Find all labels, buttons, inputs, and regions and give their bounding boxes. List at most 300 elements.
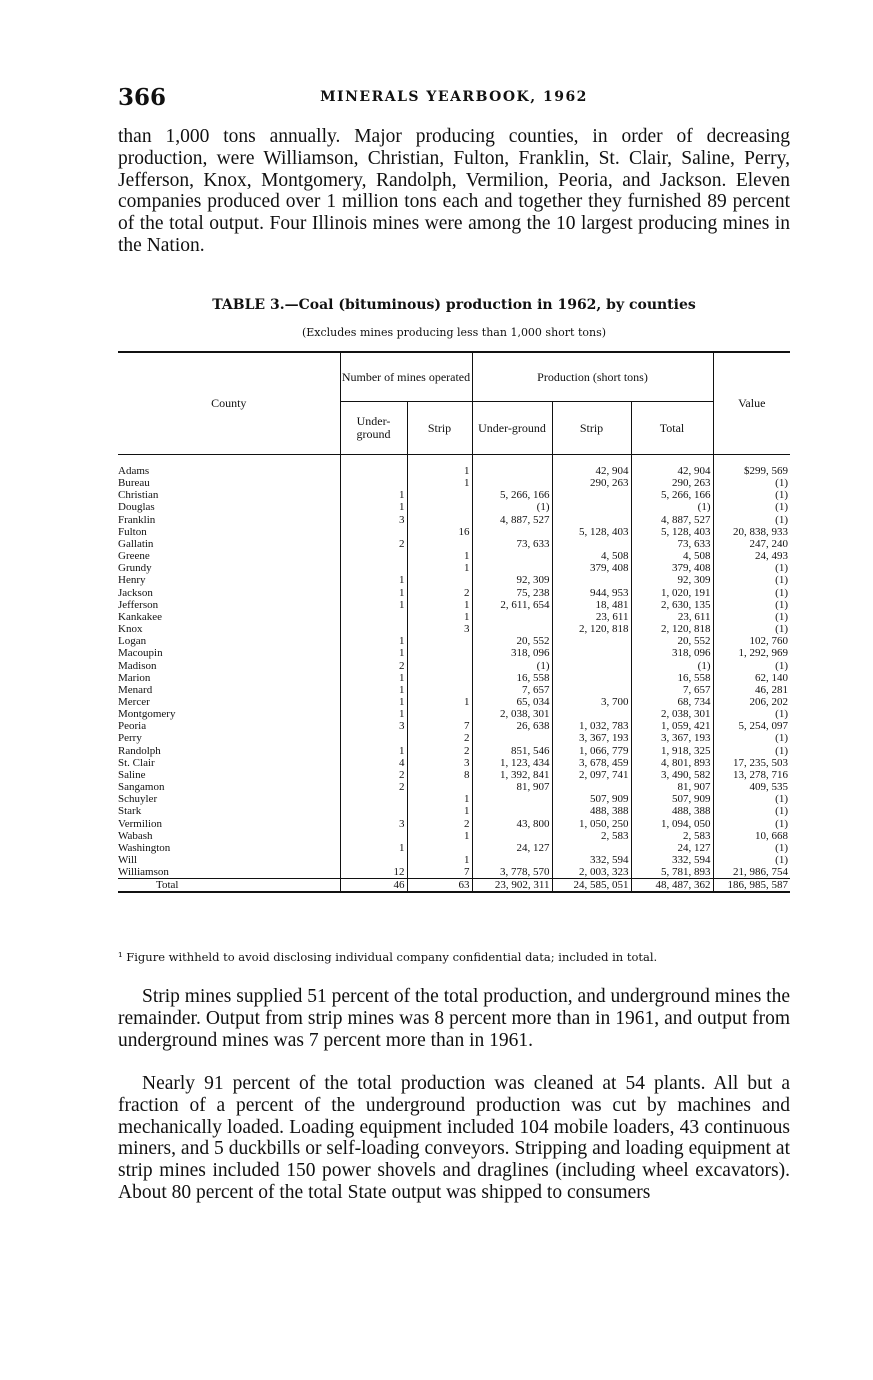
cell-mines-underground	[340, 562, 407, 574]
cell-mines-strip: 1	[407, 562, 472, 574]
cell-county: Logan	[118, 635, 147, 648]
cell-production-total: 4, 508	[631, 550, 713, 562]
total-production-underground: 23, 902, 311	[472, 879, 552, 893]
cell-production-total: 23, 611	[631, 611, 713, 623]
cell-value: (1)	[713, 489, 790, 501]
table-row	[118, 623, 790, 635]
cell-county: Jefferson	[118, 598, 159, 611]
cell-mines-underground	[340, 830, 407, 842]
cell-mines-underground: 1	[340, 587, 407, 599]
cell-production-total: 507, 909	[631, 793, 713, 805]
cell-county: Grundy	[118, 562, 152, 575]
cell-mines-strip: 1	[407, 611, 472, 623]
cell-county: Vermilion	[118, 817, 162, 830]
cell-production-strip	[552, 684, 631, 696]
cell-value: $299, 569	[713, 465, 790, 477]
table-row	[118, 562, 790, 574]
table-row	[118, 708, 790, 720]
cell-production-underground	[472, 562, 552, 574]
cell-value: 21, 986, 754	[713, 866, 790, 879]
table-row	[118, 501, 790, 513]
cell-production-strip: 42, 904	[552, 465, 631, 477]
cell-production-strip: 1, 050, 250	[552, 818, 631, 830]
cell-mines-strip: 1	[407, 854, 472, 866]
cell-mines-underground: 1	[340, 599, 407, 611]
table-row	[118, 757, 790, 769]
cell-production-underground: 1, 123, 434	[472, 757, 552, 769]
table-row	[118, 720, 790, 732]
cell-county: Marion	[118, 671, 151, 684]
cell-production-underground: 5, 266, 166	[472, 489, 552, 501]
cell-mines-underground	[340, 465, 407, 477]
cell-county: Henry	[118, 574, 146, 587]
table-row	[118, 745, 790, 757]
cell-value: (1)	[713, 805, 790, 817]
cell-mines-underground	[340, 793, 407, 805]
cell-production-total: 290, 263	[631, 477, 713, 489]
cell-production-strip: 5, 128, 403	[552, 526, 631, 538]
cell-production-underground: 75, 238	[472, 587, 552, 599]
cell-mines-underground	[340, 623, 407, 635]
cell-production-underground: 73, 633	[472, 538, 552, 550]
cell-mines-strip	[407, 501, 472, 513]
cell-mines-underground: 2	[340, 781, 407, 793]
cell-value: 24, 493	[713, 550, 790, 562]
table-body	[118, 455, 790, 879]
cell-production-underground	[472, 805, 552, 817]
table-row	[118, 647, 790, 659]
cell-production-underground: 7, 657	[472, 684, 552, 696]
table-row	[118, 696, 790, 708]
paragraph-strip-mines: Strip mines supplied 51 percent of the total production, and underground mines the remainder. Output from strip mines was 8 percent more than in 1961, and output from underground mines was 7 percent more than in 1961.	[118, 986, 790, 1051]
cell-production-strip	[552, 538, 631, 550]
cell-county: Perry	[118, 732, 142, 745]
cell-production-strip	[552, 781, 631, 793]
cell-production-total: 7, 657	[631, 684, 713, 696]
cell-production-underground	[472, 465, 552, 477]
cell-production-strip	[552, 635, 631, 647]
cell-production-strip: 18, 481	[552, 599, 631, 611]
cell-mines-strip	[407, 647, 472, 659]
cell-production-underground	[472, 550, 552, 562]
cell-production-total: 16, 558	[631, 672, 713, 684]
cell-value: (1)	[713, 501, 790, 513]
cell-mines-strip: 8	[407, 769, 472, 781]
cell-mines-strip: 1	[407, 550, 472, 562]
table-row	[118, 854, 790, 866]
cell-mines-strip	[407, 672, 472, 684]
table-row	[118, 526, 790, 538]
cell-mines-underground	[340, 805, 407, 817]
cell-mines-strip	[407, 574, 472, 586]
table-row	[118, 805, 790, 817]
cell-value: 20, 838, 933	[713, 526, 790, 538]
running-title: MINERALS YEARBOOK, 1962	[320, 89, 588, 105]
table-row	[118, 635, 790, 647]
table-row	[118, 793, 790, 805]
cell-county: Schuyler	[118, 793, 158, 806]
cell-mines-underground	[340, 550, 407, 562]
cell-mines-underground	[340, 611, 407, 623]
cell-value: 13, 278, 716	[713, 769, 790, 781]
cell-mines-strip: 2	[407, 745, 472, 757]
table-row	[118, 781, 790, 793]
cell-production-total: 2, 038, 301	[631, 708, 713, 720]
table-title: TABLE 3.—Coal (bituminous) production in 1962, by counties	[212, 297, 696, 313]
cell-value: (1)	[713, 854, 790, 866]
cell-county: Sangamon	[118, 781, 165, 794]
cell-production-strip: 1, 066, 779	[552, 745, 631, 757]
cell-production-total: 24, 127	[631, 842, 713, 854]
cell-county: Macoupin	[118, 647, 163, 660]
cell-county: Gallatin	[118, 537, 154, 550]
header-production-strip: Strip	[552, 402, 631, 455]
cell-value: 5, 254, 097	[713, 720, 790, 732]
cell-mines-underground: 1	[340, 635, 407, 647]
cell-value: 10, 668	[713, 830, 790, 842]
cell-mines-strip	[407, 708, 472, 720]
cell-production-total: 2, 120, 818	[631, 623, 713, 635]
cell-value: (1)	[713, 842, 790, 854]
cell-mines-underground: 1	[340, 745, 407, 757]
cell-production-strip: 23, 611	[552, 611, 631, 623]
table-row	[118, 538, 790, 550]
cell-county: Stark	[118, 805, 142, 818]
cell-mines-strip: 3	[407, 757, 472, 769]
cell-mines-strip: 3	[407, 623, 472, 635]
cell-production-total: 3, 367, 193	[631, 732, 713, 744]
cell-mines-strip: 1	[407, 805, 472, 817]
table-row	[118, 574, 790, 586]
cell-mines-strip	[407, 842, 472, 854]
cell-production-total: 20, 552	[631, 635, 713, 647]
cell-production-strip	[552, 842, 631, 854]
cell-mines-underground: 1	[340, 708, 407, 720]
table-row	[118, 818, 790, 830]
cell-value: (1)	[713, 793, 790, 805]
cell-mines-strip: 7	[407, 866, 472, 879]
cell-production-underground	[472, 611, 552, 623]
coal-production-table	[118, 351, 790, 893]
table-row	[118, 465, 790, 477]
table-row	[118, 842, 790, 854]
cell-production-underground: 1, 392, 841	[472, 769, 552, 781]
cell-county: Saline	[118, 768, 146, 781]
cell-production-strip	[552, 708, 631, 720]
cell-mines-strip: 1	[407, 793, 472, 805]
cell-county: Franklin	[118, 513, 156, 526]
cell-mines-strip: 1	[407, 599, 472, 611]
header-mines-underground: Under-ground	[340, 402, 407, 455]
paragraph-intro: than 1,000 tons annually. Major producing counties, in order of decreasing production, were Williamson, Christian, Fulton, Franklin, St. Clair, Saline, Perry, Jefferson, Knox, Montgomery, Randolph, Vermilion, Peoria, and Jackson. Eleven companies produced over 1 million tons each and together they furnished 89 percent of the total output. Four Illinois mines were among the 10 largest producing mines in the Nation.	[118, 126, 790, 256]
cell-county: Adams	[118, 465, 150, 477]
cell-production-underground: 3, 778, 570	[472, 866, 552, 879]
table-row	[118, 514, 790, 526]
cell-value: 206, 202	[713, 696, 790, 708]
cell-production-strip	[552, 514, 631, 526]
cell-value: (1)	[713, 574, 790, 586]
total-mines-strip: 63	[407, 879, 472, 893]
cell-production-strip: 3, 700	[552, 696, 631, 708]
table-row	[118, 660, 790, 672]
cell-value: 102, 760	[713, 635, 790, 647]
cell-mines-underground: 1	[340, 684, 407, 696]
cell-mines-underground	[340, 732, 407, 744]
cell-production-total: 488, 388	[631, 805, 713, 817]
cell-value: (1)	[713, 587, 790, 599]
table-row	[118, 599, 790, 611]
cell-mines-underground: 3	[340, 514, 407, 526]
cell-production-strip: 507, 909	[552, 793, 631, 805]
cell-value: (1)	[713, 708, 790, 720]
cell-production-strip: 944, 953	[552, 587, 631, 599]
cell-production-total: 73, 633	[631, 538, 713, 550]
cell-production-strip: 379, 408	[552, 562, 631, 574]
cell-production-total: 4, 801, 893	[631, 757, 713, 769]
header-mines-strip: Strip	[407, 402, 472, 455]
cell-production-strip	[552, 647, 631, 659]
cell-county: Jackson	[118, 586, 153, 599]
cell-county: Kankakee	[118, 610, 162, 623]
table-row	[118, 550, 790, 562]
cell-production-underground	[472, 732, 552, 744]
cell-mines-strip: 1	[407, 830, 472, 842]
cell-value: (1)	[713, 660, 790, 672]
cell-value: (1)	[713, 599, 790, 611]
cell-production-underground: (1)	[472, 501, 552, 513]
cell-production-strip: 2, 583	[552, 830, 631, 842]
cell-production-underground: (1)	[472, 660, 552, 672]
cell-mines-strip	[407, 684, 472, 696]
cell-production-strip: 1, 032, 783	[552, 720, 631, 732]
cell-mines-strip: 1	[407, 696, 472, 708]
cell-production-underground	[472, 477, 552, 489]
cell-production-underground: 26, 638	[472, 720, 552, 732]
page-number: 366	[118, 84, 167, 111]
header-production-underground: Under-ground	[472, 402, 552, 455]
cell-county: Fulton	[118, 525, 147, 538]
cell-mines-underground: 3	[340, 720, 407, 732]
cell-county: Bureau	[118, 477, 150, 490]
cell-production-total: 1, 059, 421	[631, 720, 713, 732]
cell-value: (1)	[713, 745, 790, 757]
cell-production-underground: 81, 907	[472, 781, 552, 793]
cell-production-total: 92, 309	[631, 574, 713, 586]
cell-production-strip	[552, 672, 631, 684]
cell-county: Greene	[118, 550, 150, 563]
cell-production-underground: 92, 309	[472, 574, 552, 586]
cell-production-underground: 2, 038, 301	[472, 708, 552, 720]
cell-production-underground: 4, 887, 527	[472, 514, 552, 526]
cell-production-underground	[472, 854, 552, 866]
cell-production-strip: 488, 388	[552, 805, 631, 817]
cell-mines-underground	[340, 477, 407, 489]
table-row	[118, 769, 790, 781]
cell-mines-underground: 12	[340, 866, 407, 879]
cell-production-strip: 332, 594	[552, 854, 631, 866]
cell-county: Mercer	[118, 695, 150, 708]
cell-mines-strip: 2	[407, 732, 472, 744]
cell-county: Knox	[118, 623, 143, 636]
cell-production-strip: 2, 003, 323	[552, 866, 631, 879]
cell-mines-underground: 1	[340, 696, 407, 708]
cell-production-total: 379, 408	[631, 562, 713, 574]
cell-value: 247, 240	[713, 538, 790, 550]
cell-production-total: (1)	[631, 501, 713, 513]
cell-value: (1)	[713, 477, 790, 489]
total-value: 186, 985, 587	[713, 879, 790, 893]
cell-mines-underground: 1	[340, 574, 407, 586]
cell-production-strip: 4, 508	[552, 550, 631, 562]
header-value: Value	[713, 352, 790, 455]
cell-county: Menard	[118, 683, 153, 696]
table-subtitle: (Excludes mines producing less than 1,000 short tons)	[301, 326, 607, 339]
cell-production-strip: 2, 097, 741	[552, 769, 631, 781]
cell-production-total: 4, 887, 527	[631, 514, 713, 526]
cell-mines-underground: 3	[340, 818, 407, 830]
total-production-strip: 24, 585, 051	[552, 879, 631, 893]
cell-production-strip: 2, 120, 818	[552, 623, 631, 635]
cell-mines-underground: 1	[340, 647, 407, 659]
cell-production-underground	[472, 793, 552, 805]
table-row	[118, 587, 790, 599]
cell-production-strip: 3, 367, 193	[552, 732, 631, 744]
cell-mines-underground: 2	[340, 538, 407, 550]
cell-production-total: 1, 094, 050	[631, 818, 713, 830]
cell-county: St. Clair	[118, 756, 155, 769]
cell-production-total: 81, 907	[631, 781, 713, 793]
cell-county: Montgomery	[118, 708, 176, 721]
cell-mines-underground: 1	[340, 501, 407, 513]
table-row	[118, 489, 790, 501]
cell-value: 62, 140	[713, 672, 790, 684]
cell-value: (1)	[713, 611, 790, 623]
table-row	[118, 732, 790, 744]
cell-mines-underground: 4	[340, 757, 407, 769]
total-label: Total	[118, 879, 340, 893]
cell-mines-strip: 2	[407, 587, 472, 599]
cell-county: Williamson	[118, 866, 169, 879]
cell-mines-underground: 2	[340, 769, 407, 781]
table-row	[118, 830, 790, 842]
cell-mines-strip: 16	[407, 526, 472, 538]
cell-value: 1, 292, 969	[713, 647, 790, 659]
header-county: County	[118, 352, 340, 455]
cell-county: Randolph	[118, 744, 161, 757]
cell-mines-strip	[407, 660, 472, 672]
cell-mines-strip	[407, 514, 472, 526]
cell-production-underground: 851, 546	[472, 745, 552, 757]
cell-county: Will	[118, 854, 138, 866]
cell-production-underground	[472, 830, 552, 842]
page-header	[118, 84, 790, 114]
cell-production-underground: 65, 034	[472, 696, 552, 708]
cell-production-strip: 290, 263	[552, 477, 631, 489]
cell-value: (1)	[713, 623, 790, 635]
cell-production-strip	[552, 501, 631, 513]
cell-production-total: 68, 734	[631, 696, 713, 708]
cell-mines-strip: 1	[407, 477, 472, 489]
cell-county: Peoria	[118, 720, 147, 733]
header-mines-group: Number of mines operated	[340, 352, 472, 402]
cell-production-total: 5, 266, 166	[631, 489, 713, 501]
cell-production-total: (1)	[631, 660, 713, 672]
cell-mines-strip	[407, 538, 472, 550]
cell-production-total: 1, 020, 191	[631, 587, 713, 599]
total-row	[118, 879, 790, 893]
cell-mines-strip	[407, 489, 472, 501]
cell-value: (1)	[713, 818, 790, 830]
cell-production-total: 318, 096	[631, 647, 713, 659]
cell-production-underground: 16, 558	[472, 672, 552, 684]
cell-mines-strip	[407, 781, 472, 793]
cell-production-underground: 318, 096	[472, 647, 552, 659]
cell-county: Washington	[118, 841, 171, 854]
cell-production-underground: 24, 127	[472, 842, 552, 854]
table-footnote: ¹ Figure withheld to avoid disclosing individual company confidential data; included in total.	[118, 950, 658, 964]
cell-mines-underground: 2	[340, 660, 407, 672]
cell-production-total: 1, 918, 325	[631, 745, 713, 757]
cell-production-strip	[552, 660, 631, 672]
cell-mines-strip: 2	[407, 818, 472, 830]
table-row	[118, 684, 790, 696]
cell-county: Madison	[118, 659, 157, 672]
cell-mines-strip: 1	[407, 465, 472, 477]
cell-production-underground	[472, 623, 552, 635]
cell-mines-strip	[407, 635, 472, 647]
cell-production-underground: 20, 552	[472, 635, 552, 647]
cell-production-strip	[552, 489, 631, 501]
cell-mines-strip: 7	[407, 720, 472, 732]
cell-county: Douglas	[118, 501, 155, 514]
cell-production-strip	[552, 574, 631, 586]
cell-production-total: 3, 490, 582	[631, 769, 713, 781]
cell-value: (1)	[713, 732, 790, 744]
cell-value: 46, 281	[713, 684, 790, 696]
cell-value: 409, 535	[713, 781, 790, 793]
cell-mines-underground: 1	[340, 672, 407, 684]
cell-production-total: 42, 904	[631, 465, 713, 477]
cell-county: Christian	[118, 489, 159, 502]
header-production-group: Production (short tons)	[472, 352, 713, 402]
total-production-total: 48, 487, 362	[631, 879, 713, 893]
paragraph-cleaning: Nearly 91 percent of the total production was cleaned at 54 plants. All but a fraction of a percent of the underground production was cut by machines and mechanically loaded. Loading equipment included 104 mobile loaders, 43 continuous miners, and 5 duckbills or self-loading conveyors. Stripping and loading equipment at strip mines included 150 power shovels and draglines (including wheel excavators). About 80 percent of the total State output was shipped to consumers	[118, 1073, 790, 1203]
cell-production-underground	[472, 526, 552, 538]
cell-production-total: 5, 781, 893	[631, 866, 713, 879]
cell-mines-underground: 1	[340, 842, 407, 854]
cell-production-strip: 3, 678, 459	[552, 757, 631, 769]
cell-production-total: 5, 128, 403	[631, 526, 713, 538]
cell-production-underground: 2, 611, 654	[472, 599, 552, 611]
cell-mines-underground	[340, 526, 407, 538]
table-row	[118, 477, 790, 489]
cell-county: Wabash	[118, 829, 153, 842]
table-row	[118, 672, 790, 684]
cell-production-total: 332, 594	[631, 854, 713, 866]
cell-production-total: 2, 583	[631, 830, 713, 842]
cell-value: 17, 235, 503	[713, 757, 790, 769]
cell-value: (1)	[713, 514, 790, 526]
cell-production-total: 2, 630, 135	[631, 599, 713, 611]
table-row	[118, 866, 790, 879]
cell-production-underground: 43, 800	[472, 818, 552, 830]
table-row	[118, 611, 790, 623]
total-mines-underground: 46	[340, 879, 407, 893]
header-production-total: Total	[631, 402, 713, 455]
cell-mines-underground: 1	[340, 489, 407, 501]
cell-value: (1)	[713, 562, 790, 574]
cell-mines-underground	[340, 854, 407, 866]
